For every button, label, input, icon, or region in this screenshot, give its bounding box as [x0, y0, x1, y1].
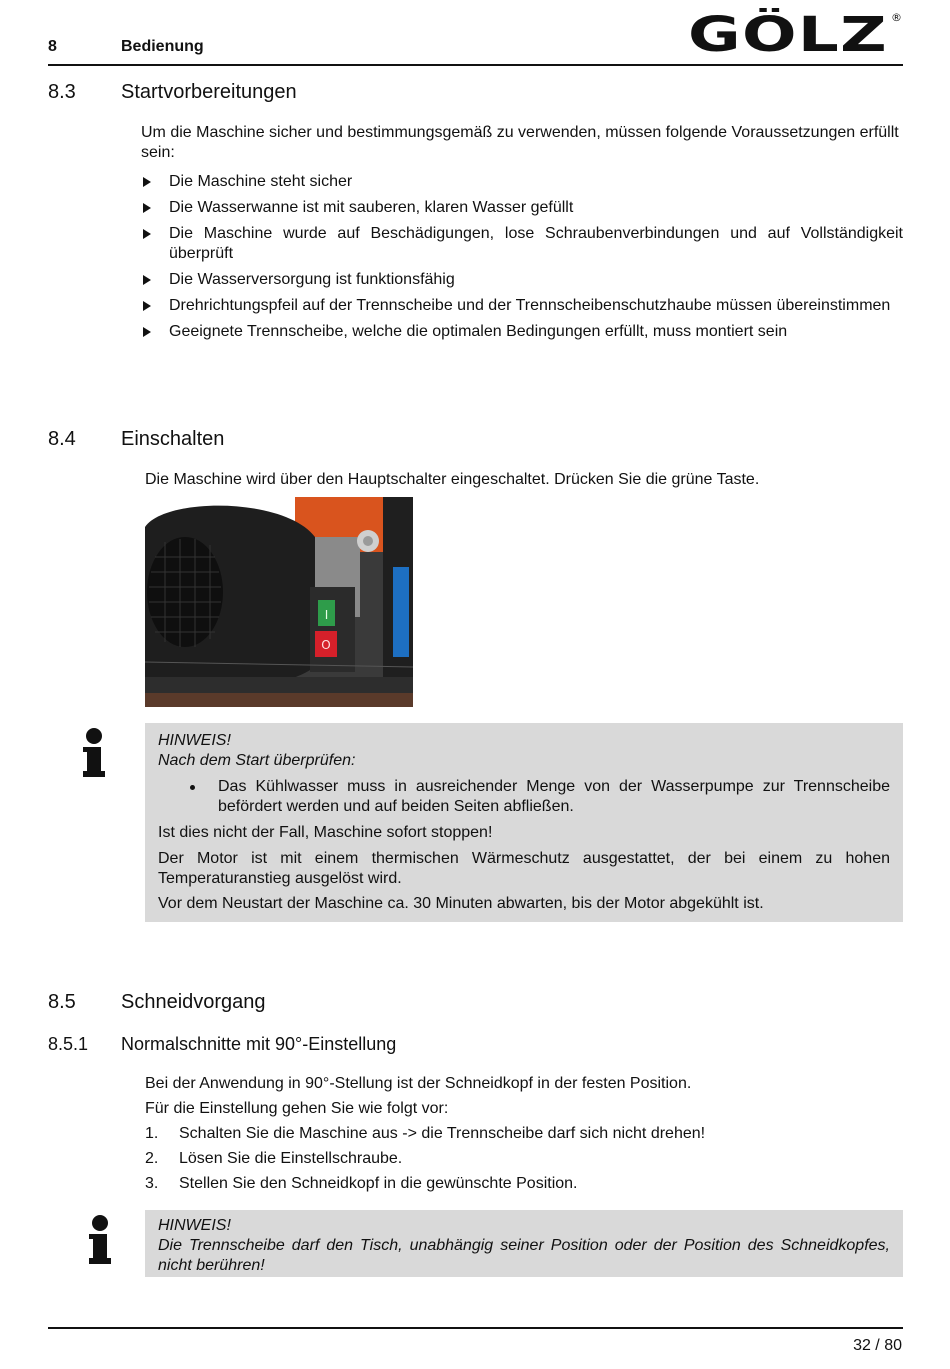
switch-on-symbol: I [324, 608, 329, 622]
section-number: 8.5 [48, 991, 76, 1013]
header-rule [48, 64, 903, 66]
list-item: Die Maschine steht sicher [141, 172, 903, 192]
section-number: 8.3 [48, 81, 76, 103]
paragraph: Bei der Anwendung in 90°-Stellung ist der Schneidkopf in der festen Position. [145, 1075, 692, 1092]
procedure-steps [145, 1124, 903, 1199]
triangle-bullet-icon [143, 203, 151, 213]
notice-line: Vor dem Neustart der Maschine ca. 30 Minuten abwarten, bis der Motor abgekühlt ist. [158, 895, 764, 912]
logo-text: GÖLZ [688, 8, 838, 54]
list-item: Die Wasserversorgung ist funktionsfähig [141, 270, 903, 290]
section-title: Schneidvorgang [121, 991, 266, 1013]
section-title: Normalschnitte mit 90°-Einstellung [121, 1034, 397, 1054]
list-item: Die Wasserwanne ist mit sauberen, klaren Wasser gefüllt [141, 198, 903, 218]
notice-line: Der Motor ist mit einem thermischen Wärmeschutz ausgestattet, der bei einem zu hohen Temperaturanstieg ausgelöst wird. [158, 850, 890, 887]
triangle-bullet-icon [143, 275, 151, 285]
section-heading-8-5 [48, 991, 548, 1015]
list-item: Drehrichtungspfeil auf der Trennscheibe und der Trennscheibenschutzhaube müssen übereinstimmen [141, 296, 903, 316]
notice-box-cutting-head [145, 1210, 903, 1277]
info-icon [81, 727, 107, 779]
registered-mark: ® [891, 11, 902, 24]
notice-bullet-list [158, 777, 890, 817]
section-title: Einschalten [121, 428, 225, 450]
list-item: Die Maschine wurde auf Beschädigungen, lose Schraubenverbindungen und auf Vollständigkeit überprüft [141, 224, 903, 264]
chapter-number: 8 [48, 38, 57, 55]
triangle-bullet-icon [143, 327, 151, 337]
switch-on-instruction: Die Maschine wird über den Hauptschalter eingeschaltet. Drücken Sie die grüne Taste. [145, 471, 760, 488]
notice-subheading: Nach dem Start überprüfen: [158, 752, 356, 769]
section-number: 8.5.1 [48, 1034, 89, 1054]
notice-text: Die Trennscheibe darf den Tisch, unabhängig seiner Position oder der Position des Schneidkopfes, nicht berühren! [158, 1237, 890, 1274]
list-item: Geeignete Trennscheibe, welche die optimalen Bedingungen erfüllt, muss montiert sein [141, 322, 903, 342]
list-item: 3. Stellen Sie den Schneidkopf in die gewünschte Position. [145, 1175, 578, 1192]
chapter-title: Bedienung [121, 38, 204, 55]
section-title: Startvorbereitungen [121, 81, 297, 103]
triangle-bullet-icon [143, 177, 151, 187]
section-heading-8-5-1 [48, 1034, 548, 1056]
page-number: 32 / 80 [853, 1337, 902, 1354]
section-number: 8.4 [48, 428, 76, 450]
prerequisite-list [141, 172, 903, 348]
list-item: 2. Lösen Sie die Einstellschraube. [145, 1150, 403, 1167]
notice-heading: HINWEIS! [158, 732, 231, 749]
main-switch-photo [145, 497, 413, 707]
paragraph: Für die Einstellung gehen Sie wie folgt vor: [145, 1100, 449, 1117]
notice-box-startup [145, 723, 903, 922]
notice-line: Ist dies nicht der Fall, Maschine sofort stoppen! [158, 824, 493, 841]
triangle-bullet-icon [143, 301, 151, 311]
triangle-bullet-icon [143, 229, 151, 239]
notice-heading: HINWEIS! [158, 1217, 231, 1234]
list-item: 1. Schalten Sie die Maschine aus -> die Trennscheibe darf sich nicht drehen! [145, 1125, 706, 1142]
switch-off-symbol: O [321, 638, 331, 652]
dot-bullet-icon [190, 785, 195, 790]
list-item: Das Kühlwasser muss in ausreichender Menge von der Wasserpumpe zur Trennscheibe befördert werden und auf beiden Seiten abfließen. [158, 777, 890, 817]
section-8-3-intro: Um die Maschine sicher und bestimmungsgemäß zu verwenden, müssen folgende Voraussetzungen erfüllt sein: [141, 124, 899, 161]
footer-rule [48, 1327, 903, 1329]
info-icon [87, 1214, 113, 1266]
section-heading-8-4 [48, 428, 548, 452]
goelz-logo [688, 8, 903, 54]
section-heading-8-3 [48, 81, 548, 105]
